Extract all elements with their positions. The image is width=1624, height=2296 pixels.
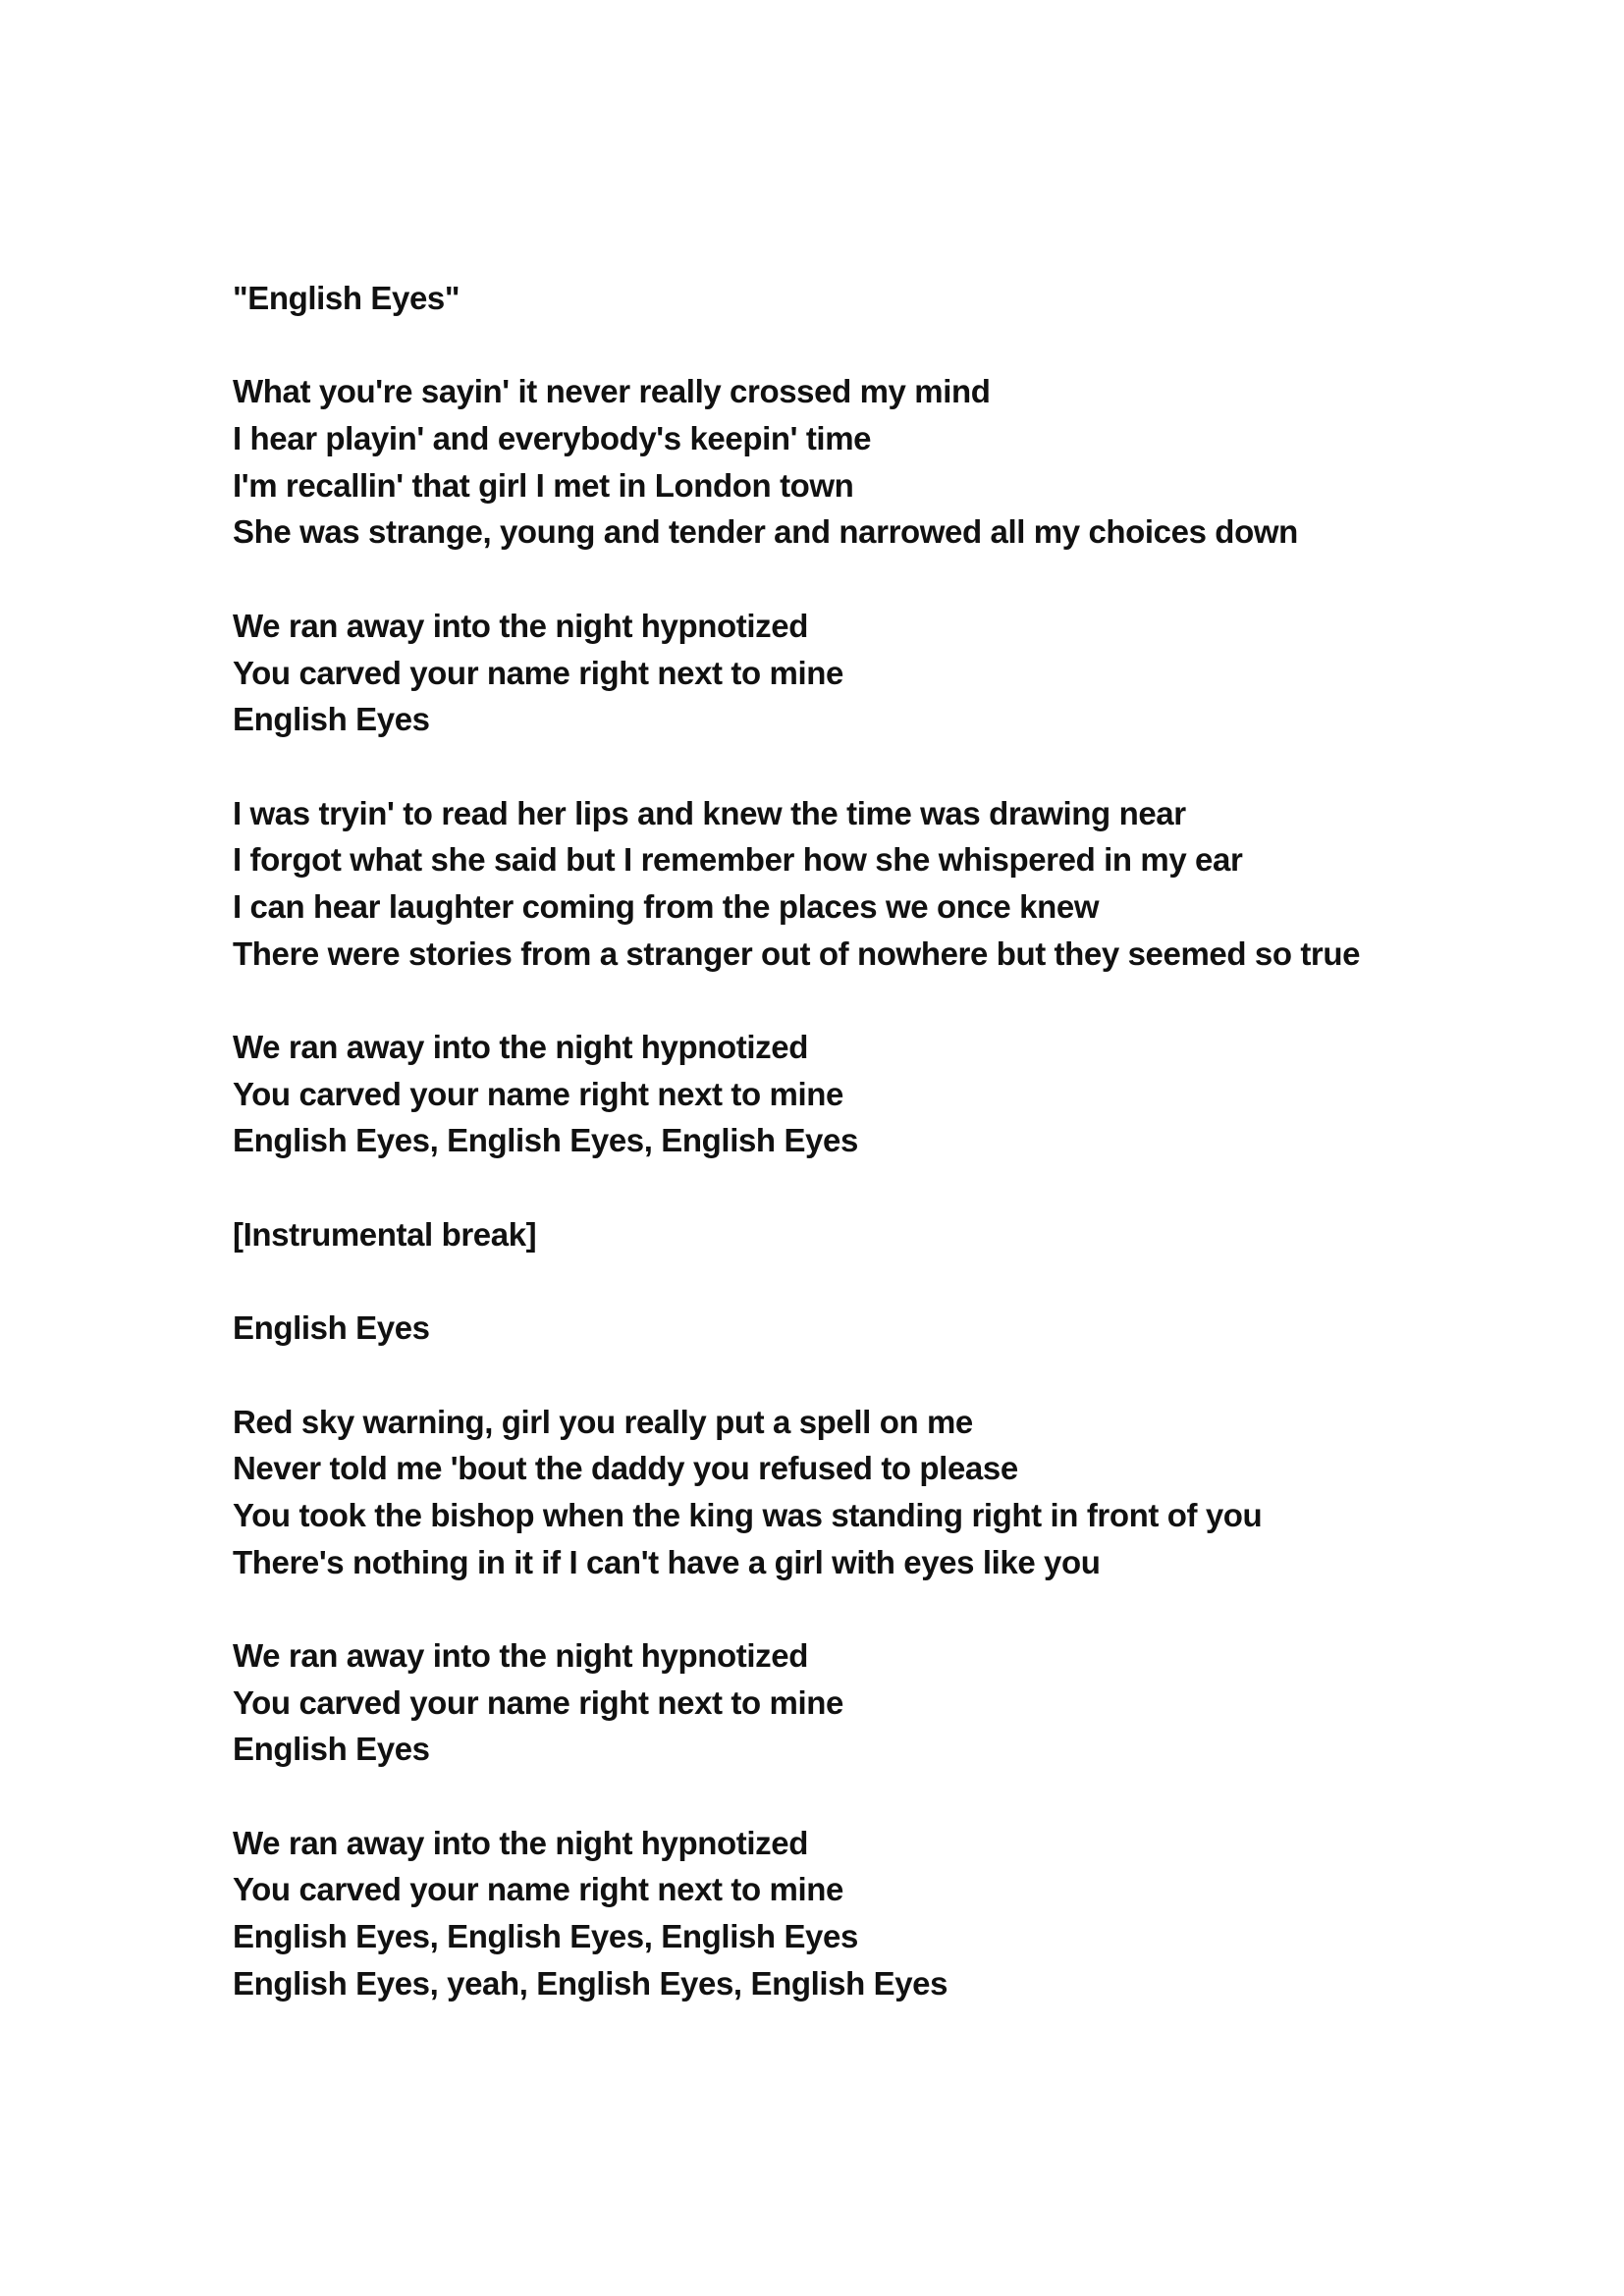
- lyric-line: [Instrumental break]: [233, 1215, 537, 1253]
- lyric-line: I forgot what she said but I remember how she whispered in my ear: [233, 841, 1243, 879]
- lyric-line: Never told me 'bout the daddy you refused to please: [233, 1450, 1018, 1487]
- lyric-line: I'm recallin' that girl I met in London town: [233, 466, 854, 504]
- lyric-line: What you're sayin' it never really crossed my mind: [233, 373, 991, 410]
- interlude: [233, 1305, 1509, 1352]
- lyric-line: English Eyes, yeah, English Eyes, English Eyes: [233, 1964, 948, 2002]
- lyric-line: English Eyes: [233, 701, 430, 738]
- lyric-line: I was tryin' to read her lips and knew the time was drawing near: [233, 794, 1186, 831]
- lyric-line: English Eyes: [233, 1309, 430, 1347]
- lyric-line: We ran away into the night hypnotized: [233, 1824, 808, 1861]
- lyric-line: English Eyes, English Eyes, English Eyes: [233, 1918, 858, 1955]
- lyric-line: You carved your name right next to mine: [233, 654, 843, 691]
- chorus-final: [233, 1820, 1509, 2007]
- lyrics-body: [233, 275, 1509, 2006]
- lyric-line: There's nothing in it if I can't have a girl with eyes like you: [233, 1543, 1101, 1580]
- lyric-line: I can hear laughter coming from the places we once knew: [233, 887, 1100, 925]
- song-title: "English Eyes": [233, 280, 460, 316]
- lyric-line: We ran away into the night hypnotized: [233, 1029, 808, 1065]
- lyric-line: You carved your name right next to mine: [233, 1683, 843, 1721]
- lyric-line: Red sky warning, girl you really put a spell on me: [233, 1403, 973, 1440]
- verse-2: [233, 790, 1509, 978]
- lyric-line: She was strange, young and tender and narrowed all my choices down: [233, 513, 1298, 551]
- lyric-line: You carved your name right next to mine: [233, 1871, 843, 1908]
- chorus-3: [233, 1632, 1509, 1773]
- chorus-1: [233, 603, 1509, 743]
- lyric-line: You took the bishop when the king was standing right in front of you: [233, 1496, 1263, 1533]
- instrumental-break: [233, 1211, 1509, 1258]
- chorus-2: [233, 1024, 1509, 1164]
- lyric-line: English Eyes, English Eyes, English Eyes: [233, 1122, 858, 1159]
- lyric-line: I hear playin' and everybody's keepin' time: [233, 420, 872, 457]
- lyric-line: You carved your name right next to mine: [233, 1075, 843, 1112]
- lyric-line: There were stories from a stranger out of nowhere but they seemed so true: [233, 934, 1361, 972]
- lyric-line: We ran away into the night hypnotized: [233, 607, 808, 644]
- lyric-line: English Eyes: [233, 1731, 430, 1768]
- verse-1: [233, 368, 1509, 556]
- lyric-line: We ran away into the night hypnotized: [233, 1636, 808, 1674]
- verse-3: [233, 1399, 1509, 1586]
